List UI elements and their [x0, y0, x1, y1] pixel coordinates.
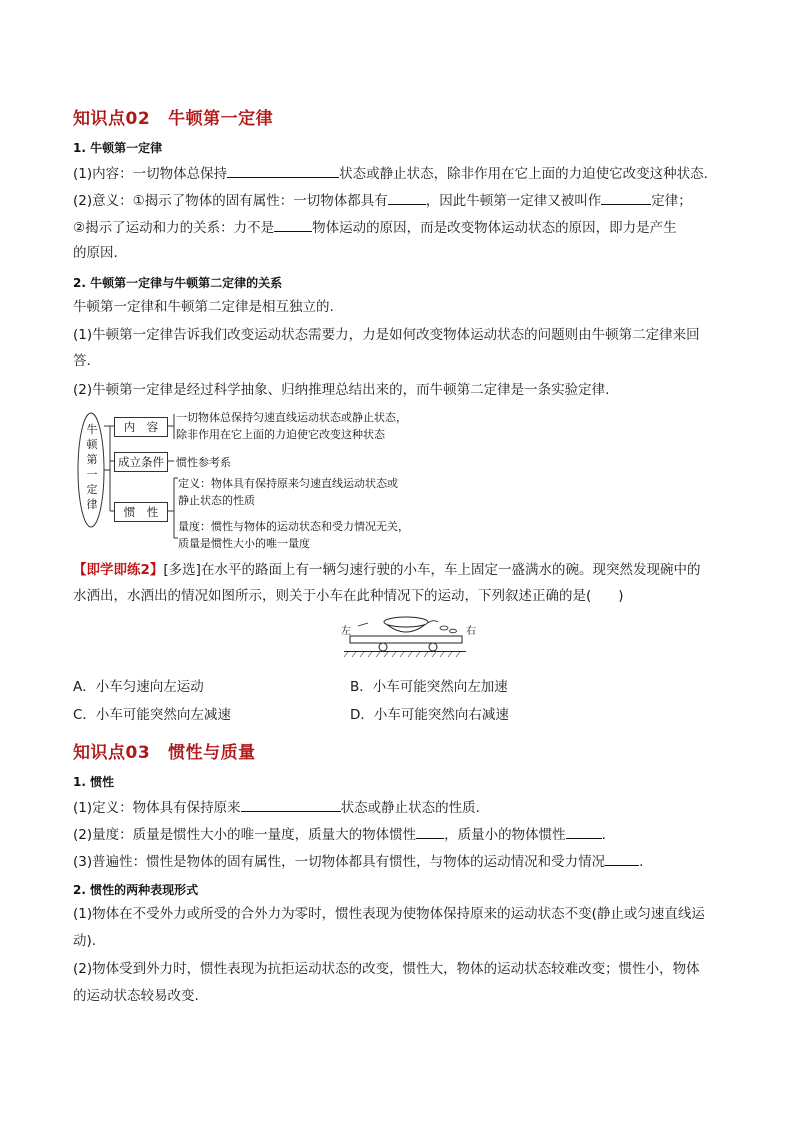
paragraph-relation-2: (2)牛顿第一定律是经过科学抽象、归纳推理总结出来的，而牛顿第二定律是一条实验定律.: [73, 382, 610, 398]
subheading-forms: 2. 惯性的两种表现形式: [73, 883, 199, 897]
answer-blank[interactable]: [388, 190, 426, 205]
root-char: 顿: [86, 438, 98, 451]
paragraph-measure: [73, 824, 606, 845]
text: .: [639, 854, 644, 870]
root-char: 牛: [86, 423, 98, 436]
concept-map: [74, 410, 434, 550]
answer-blank[interactable]: [416, 824, 444, 839]
box-inertia: 惯 性: [114, 502, 168, 522]
paragraph-definition: [73, 797, 480, 818]
text: (2)量度：质量是惯性大小的唯一量度，质量大的物体惯性: [73, 827, 417, 843]
paragraph-relation-1: (1)牛顿第一定律告诉我们改变运动状态需要力，力是如何改变物体运动状态的问题则由牛顿第二定律来回: [73, 327, 700, 343]
text: ②揭示了运动和力的关系：力不是: [73, 220, 275, 236]
paragraph-form-1-cont: 动).: [73, 933, 97, 949]
section-02-title: [73, 104, 273, 129]
answer-blank[interactable]: [601, 190, 651, 205]
answer-blank[interactable]: [241, 797, 341, 812]
box1-line2: 除非作用在它上面的力迫使它改变这种状态: [176, 428, 385, 441]
box3-line2: 静止状态的性质: [178, 494, 255, 507]
box3-line4: 质量是惯性大小的唯一量度: [178, 537, 310, 550]
text: ，质量小的物体惯性: [444, 827, 566, 843]
option-b[interactable]: B．小车可能突然向左加速: [350, 679, 508, 695]
section-number: 知识点03: [73, 743, 151, 763]
paragraph-force-motion: [73, 217, 677, 238]
paragraph-significance: [73, 190, 692, 211]
figure-label-left: 左: [341, 626, 351, 637]
cart-figure: [340, 612, 476, 658]
subheading-newton-first-law: 1. 牛顿第一定律: [73, 141, 163, 155]
option-c[interactable]: C．小车可能突然向左减速: [73, 707, 231, 723]
figure-label-right: 右: [466, 626, 476, 637]
box3-line3: 量度：惯性与物体的运动状态和受力情况无关，: [178, 520, 409, 533]
text: ，因此牛顿第一定律又被叫作: [425, 193, 602, 209]
option-a[interactable]: A．小车匀速向左运动: [73, 679, 204, 695]
exercise-line-2: 水洒出，水洒出的情况如图所示，则关于小车在此种情况下的运动，下列叙述正确的是( ): [73, 588, 624, 604]
text: (2)意义：①揭示了物体的固有属性：一切物体都具有: [73, 193, 388, 209]
box-condition: 成立条件: [114, 452, 168, 472]
answer-blank[interactable]: [227, 163, 339, 178]
text: 状态或静止状态的性质.: [340, 800, 480, 816]
answer-blank[interactable]: [605, 851, 639, 866]
paragraph-form-2-cont: 的运动状态较易改变.: [73, 988, 199, 1004]
paragraph-continuation: 的原因.: [73, 245, 118, 261]
root-char: 第: [86, 453, 98, 466]
answer-blank[interactable]: [274, 217, 312, 232]
paragraph-universality: [73, 851, 643, 872]
section-title-text: 惯性与质量: [168, 743, 256, 763]
text: .: [601, 827, 606, 843]
text: 定律；: [651, 193, 692, 209]
subheading-inertia: 1. 惯性: [73, 775, 115, 789]
section-number: 知识点02: [73, 109, 151, 129]
concept-root: [85, 422, 99, 512]
paragraph-relation-1-cont: 答.: [73, 353, 91, 369]
section-title-text: 牛顿第一定律: [168, 109, 274, 129]
paragraph-independent: 牛顿第一定律和牛顿第二定律是相互独立的.: [73, 299, 334, 315]
text: [多选]在水平的路面上有一辆匀速行驶的小车，车上固定一盛满水的碗。现突然发现碗中的: [163, 562, 701, 578]
root-char: 律: [86, 498, 98, 511]
box3-line1: 定义：物体具有保持原来匀速直线运动状态或: [178, 477, 398, 490]
box2-text: 惯性参考系: [176, 456, 231, 469]
text: (3)普遍性：惯性是物体的固有属性，一切物体都具有惯性，与物体的运动情况和受力情况: [73, 854, 606, 870]
section-03-title: [73, 738, 256, 763]
box1-line1: 一切物体总保持匀速直线运动状态或静止状态，: [176, 411, 407, 424]
text: (1)内容：一切物体总保持: [73, 166, 228, 182]
exercise-tag: 【即学即练2】: [73, 562, 164, 578]
answer-blank[interactable]: [566, 824, 602, 839]
exercise-line-1: [73, 560, 700, 580]
paragraph-form-1: (1)物体在不受外力或所受的合外力为零时，惯性表现为使物体保持原来的运动状态不变(静止或匀速直线运: [73, 906, 705, 922]
paragraph-form-2: (2)物体受到外力时，惯性表现为抗拒运动状态的改变，惯性大，物体的运动状态较难改变；惯性小，物体: [73, 961, 700, 977]
box-content: 内 容: [114, 417, 168, 437]
paragraph-content: [73, 163, 708, 184]
root-char: 一: [86, 468, 98, 481]
option-d[interactable]: D．小车可能突然向右减速: [350, 707, 509, 723]
root-char: 定: [86, 483, 98, 496]
text: 状态或静止状态，除非作用在它上面的力迫使它改变这种状态.: [339, 166, 708, 182]
text: 物体运动的原因，而是改变物体运动状态的原因，即力是产生: [312, 220, 677, 236]
subheading-relation: 2. 牛顿第一定律与牛顿第二定律的关系: [73, 276, 283, 290]
text: (1)定义：物体具有保持原来: [73, 800, 241, 816]
cart-drawing: [340, 612, 470, 658]
